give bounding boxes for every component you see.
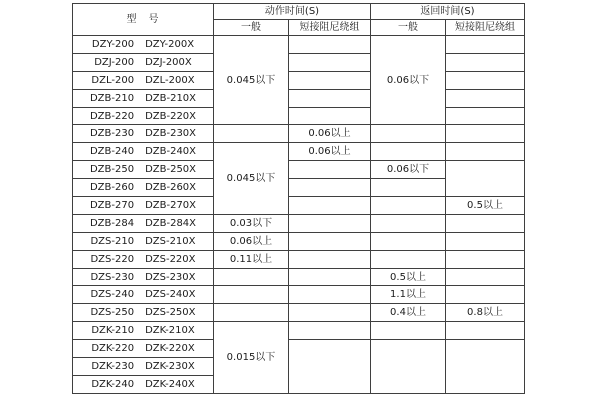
- subheader-action-general: 一般: [214, 20, 289, 36]
- return-general-cell: [371, 232, 446, 250]
- return-general-cell: [371, 322, 446, 340]
- model-number: DZB-260: [89, 182, 135, 194]
- action-damping-cell: [289, 179, 371, 197]
- return-damping-cell: 0.8以上: [446, 304, 525, 322]
- action-damping-cell: [289, 89, 371, 107]
- action-damping-cell: [289, 340, 371, 394]
- action-damping-cell: 0.06以上: [289, 125, 371, 143]
- action-damping-cell: [289, 268, 371, 286]
- return-general-cell: 0.4以上: [371, 304, 446, 322]
- action-damping-cell: [289, 197, 371, 215]
- model-cell: [73, 197, 214, 215]
- return-damping-cell: [446, 89, 525, 107]
- model-cell: [73, 89, 214, 107]
- return-general-cell: [371, 197, 446, 215]
- action-damping-cell: [289, 161, 371, 179]
- model-number-x: DZK-240X: [145, 378, 195, 390]
- return-damping-cell: [446, 53, 525, 71]
- model-number: DZS-240: [90, 289, 135, 301]
- model-cell: [73, 179, 214, 197]
- table-row: [73, 286, 525, 304]
- model-number-x: DZB-260X: [145, 182, 197, 194]
- return-damping-cell: 0.5以上: [446, 197, 525, 215]
- model-cell: [73, 250, 214, 268]
- model-number: DZB-270: [89, 199, 135, 211]
- model-cell: [73, 286, 214, 304]
- table-row: [73, 161, 525, 179]
- model-cell: [73, 232, 214, 250]
- action-damping-cell: [289, 214, 371, 232]
- table-row: [73, 107, 525, 125]
- action-general-cell: [214, 268, 289, 286]
- action-general-cell: 0.045以下: [214, 143, 289, 215]
- model-number-x: DZB-210X: [145, 92, 197, 104]
- return-damping-cell: [446, 161, 525, 197]
- action-general-cell: [214, 304, 289, 322]
- return-damping-cell: [446, 71, 525, 89]
- return-general-cell: [371, 143, 446, 161]
- action-general-cell: 0.015以下: [214, 322, 289, 394]
- model-number: DZB-210: [89, 92, 135, 104]
- model-number: DZK-210: [91, 325, 135, 337]
- subheader-action-damping: 短接阻尼绕组: [289, 20, 371, 36]
- action-damping-cell: [289, 286, 371, 304]
- return-general-cell: [371, 214, 446, 232]
- return-damping-cell: [446, 125, 525, 143]
- subheader-return-damping: 短接阻尼绕组: [446, 20, 525, 36]
- return-damping-cell: [446, 143, 525, 161]
- action-damping-cell: [289, 71, 371, 89]
- model-number-x: DZK-220X: [145, 343, 195, 355]
- model-cell: [73, 71, 214, 89]
- model-cell: [73, 107, 214, 125]
- table-row: [73, 197, 525, 215]
- action-general-cell: 0.03以下: [214, 214, 289, 232]
- table-row: [73, 250, 525, 268]
- return-general-cell: 0.5以上: [371, 268, 446, 286]
- model-number-x: DZB-270X: [145, 199, 197, 211]
- return-general-cell: [371, 179, 446, 197]
- model-number-x: DZB-240X: [145, 146, 197, 158]
- model-number: DZK-220: [91, 343, 135, 355]
- subheader-return-general: 一般: [371, 20, 446, 36]
- model-number: DZJ-200: [94, 56, 135, 68]
- action-damping-cell: [289, 304, 371, 322]
- table-row: [73, 53, 525, 71]
- model-number-x: DZS-210X: [145, 235, 196, 247]
- model-number-x: DZB-284X: [145, 217, 197, 229]
- action-general-cell: 0.11以上: [214, 250, 289, 268]
- model-cell: [73, 340, 214, 358]
- model-number-x: DZK-230X: [145, 360, 195, 372]
- action-damping-cell: [289, 232, 371, 250]
- model-number: DZS-220: [90, 253, 135, 265]
- return-general-cell: [371, 250, 446, 268]
- model-cell: [73, 161, 214, 179]
- model-number: DZS-210: [90, 235, 135, 247]
- column-header-action-time: 动作时间(S): [214, 4, 371, 20]
- model-number-x: DZY-200X: [145, 38, 195, 50]
- model-number: DZY-200: [91, 38, 135, 50]
- relay-timing-table: [72, 3, 525, 394]
- model-number: DZS-250: [90, 307, 135, 319]
- model-number: DZL-200: [91, 74, 135, 86]
- model-cell: [73, 53, 214, 71]
- return-damping-cell: [446, 36, 525, 54]
- model-cell: [73, 143, 214, 161]
- return-damping-cell: [446, 322, 525, 340]
- table-row: [73, 89, 525, 107]
- return-damping-cell: [446, 286, 525, 304]
- table-row: [73, 340, 525, 358]
- model-number-x: DZS-220X: [145, 253, 196, 265]
- model-number: DZB-250: [89, 164, 135, 176]
- action-damping-cell: [289, 250, 371, 268]
- model-cell: [73, 358, 214, 376]
- return-general-cell: 1.1以上: [371, 286, 446, 304]
- model-cell: [73, 125, 214, 143]
- return-general-cell: 0.06以下: [371, 36, 446, 125]
- model-number-x: DZS-250X: [145, 307, 196, 319]
- model-number: DZS-230: [90, 271, 135, 283]
- model-number: DZB-284: [89, 217, 135, 229]
- action-damping-cell: [289, 322, 371, 340]
- column-header-model: 型 号: [73, 4, 214, 36]
- model-number-x: DZK-210X: [145, 325, 195, 337]
- model-number: DZB-220: [89, 110, 135, 122]
- return-damping-cell: [446, 250, 525, 268]
- model-number-x: DZJ-200X: [145, 56, 192, 68]
- table-row: [73, 71, 525, 89]
- table-row: [73, 232, 525, 250]
- return-damping-cell: [446, 107, 525, 125]
- model-number: DZB-230: [89, 128, 135, 140]
- table-row: [73, 268, 525, 286]
- model-cell: [73, 36, 214, 54]
- return-damping-cell: [446, 340, 525, 394]
- return-general-cell: [371, 340, 446, 394]
- model-number-x: DZL-200X: [145, 74, 195, 86]
- model-cell: [73, 214, 214, 232]
- action-damping-cell: [289, 36, 371, 54]
- action-damping-cell: [289, 53, 371, 71]
- model-cell: [73, 268, 214, 286]
- action-general-cell: 0.045以下: [214, 36, 289, 125]
- column-header-return-time: 返回时间(S): [371, 4, 525, 20]
- model-number-x: DZB-220X: [145, 110, 197, 122]
- model-number-x: DZS-240X: [145, 289, 196, 301]
- return-damping-cell: [446, 214, 525, 232]
- return-general-cell: [371, 125, 446, 143]
- action-general-cell: [214, 286, 289, 304]
- model-number-x: DZB-230X: [145, 128, 197, 140]
- return-damping-cell: [446, 268, 525, 286]
- model-number-x: DZB-250X: [145, 164, 197, 176]
- model-number: DZK-230: [91, 360, 135, 372]
- model-cell: [73, 322, 214, 340]
- action-general-cell: [214, 125, 289, 143]
- table-row: [73, 304, 525, 322]
- action-general-cell: 0.06以上: [214, 232, 289, 250]
- table-row: [73, 214, 525, 232]
- return-general-cell: 0.06以下: [371, 161, 446, 179]
- model-number: DZB-240: [89, 146, 135, 158]
- header-row-groups: [73, 4, 525, 20]
- table-row: [73, 125, 525, 143]
- model-number-x: DZS-230X: [145, 271, 196, 283]
- model-cell: [73, 304, 214, 322]
- table-row: [73, 143, 525, 161]
- model-number: DZK-240: [91, 378, 135, 390]
- model-cell: [73, 375, 214, 393]
- table-row: [73, 322, 525, 340]
- return-damping-cell: [446, 232, 525, 250]
- table-row: [73, 36, 525, 54]
- action-damping-cell: 0.06以上: [289, 143, 371, 161]
- action-damping-cell: [289, 107, 371, 125]
